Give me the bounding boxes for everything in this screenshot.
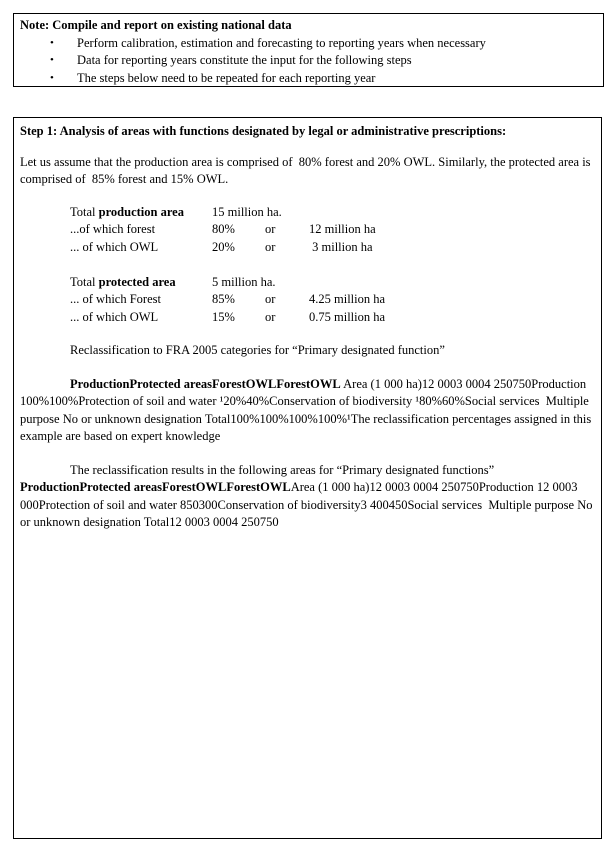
table-group-gap: [70, 256, 595, 274]
results-intro-line: The reclassification results in the following areas for “Primary designated functions”: [70, 462, 495, 477]
row-percent: 20%: [212, 239, 235, 254]
row-area-value: 4.25 million ha: [309, 292, 386, 306]
reclass-table-body-text: Area (1 000 ha)12 0003 0004 250750Production 100%100%Protection of soil and water ¹20%40%Conservation of biodiversity ¹80%60%Social services Multiple purpose No or unknown designation Total100%100%100%100%¹The reclassification percentages assigned in this example are based on expert knowledge: [20, 376, 595, 443]
production-area-table: [70, 204, 595, 327]
row-conjunction: or: [265, 239, 276, 254]
row-label: [70, 274, 212, 292]
bullet-icon: •: [50, 54, 54, 66]
row-total-value: 15 million ha.: [212, 204, 282, 219]
note-bullet-item: [20, 70, 597, 88]
reclassification-table-paragraph: [20, 376, 595, 446]
note-title: Note: Compile and report on existing national data: [20, 18, 292, 32]
results-table-body-text: Area (1 000 ha)12 0003 0004 250750Production 12 0003 000Protection of soil and water 850300Conservation of biodiversity3 400450Social services Multiple purpose No or unknown designation Total12 0003 0004 250750: [20, 480, 596, 529]
table-row-protected-forest: [70, 291, 595, 309]
table-row-production-owl: [70, 239, 595, 257]
results-table-paragraph: [20, 479, 595, 532]
row-conjunction: or: [265, 309, 276, 324]
row-conjunction: or: [265, 222, 276, 236]
row-total-value: 5 million ha.: [212, 274, 276, 289]
note-bullet-item: [20, 35, 597, 53]
row-label-regular: Total: [70, 204, 99, 219]
table-row-production-forest: [70, 221, 595, 239]
table-row-protected-total: [70, 274, 595, 292]
row-percent: 85%: [212, 292, 235, 306]
results-table-header-text: ProductionProtected areasForestOWLForestOWL: [20, 480, 291, 494]
bullet-icon: •: [50, 36, 54, 49]
note-bullet-text: The steps below need to be repeated for each reporting year: [77, 70, 376, 85]
row-label: ... of which OWL: [70, 239, 159, 254]
bullet-icon: •: [50, 71, 54, 84]
row-label: ... of which Forest: [70, 292, 161, 306]
note-bullet-text: Data for reporting years constitute the input for the following steps: [77, 53, 412, 67]
table-row-production-total: [70, 204, 595, 222]
step1-intro-paragraph: Let us assume that the production area is comprised of 80% forest and 20% OWL. Similarly, the protected area is comprised of 85% forest and 15% OWL.: [20, 154, 594, 186]
step1-title: Step 1: Analysis of areas with functions designated by legal or administrative prescriptions:: [20, 124, 507, 138]
note-box: [13, 13, 604, 87]
row-label: ...of which forest: [70, 222, 156, 236]
row-area-value: 0.75 million ha: [309, 309, 386, 324]
row-conjunction: or: [265, 292, 276, 306]
row-label: ... of which OWL: [70, 309, 159, 324]
note-bullet-item: [20, 52, 597, 70]
row-percent: 15%: [212, 309, 235, 324]
row-label: [70, 204, 212, 222]
table-row-protected-owl: [70, 309, 595, 327]
reclass-table-header-text: ProductionProtected areasForestOWLForestOWL: [70, 376, 341, 391]
row-label-bold: production area: [98, 204, 184, 219]
reclassification-caption: Reclassification to FRA 2005 categories for “Primary designated function”: [70, 343, 445, 357]
step1-box: [13, 117, 602, 839]
row-percent: 80%: [212, 222, 235, 236]
row-label-regular: Total: [70, 274, 99, 289]
row-area-value: 12 million ha: [309, 222, 376, 236]
row-label-bold: protected area: [98, 274, 176, 289]
note-bullet-text: Perform calibration, estimation and forecasting to reporting years when necessary: [77, 35, 486, 50]
row-area-value: 3 million ha: [309, 239, 373, 254]
